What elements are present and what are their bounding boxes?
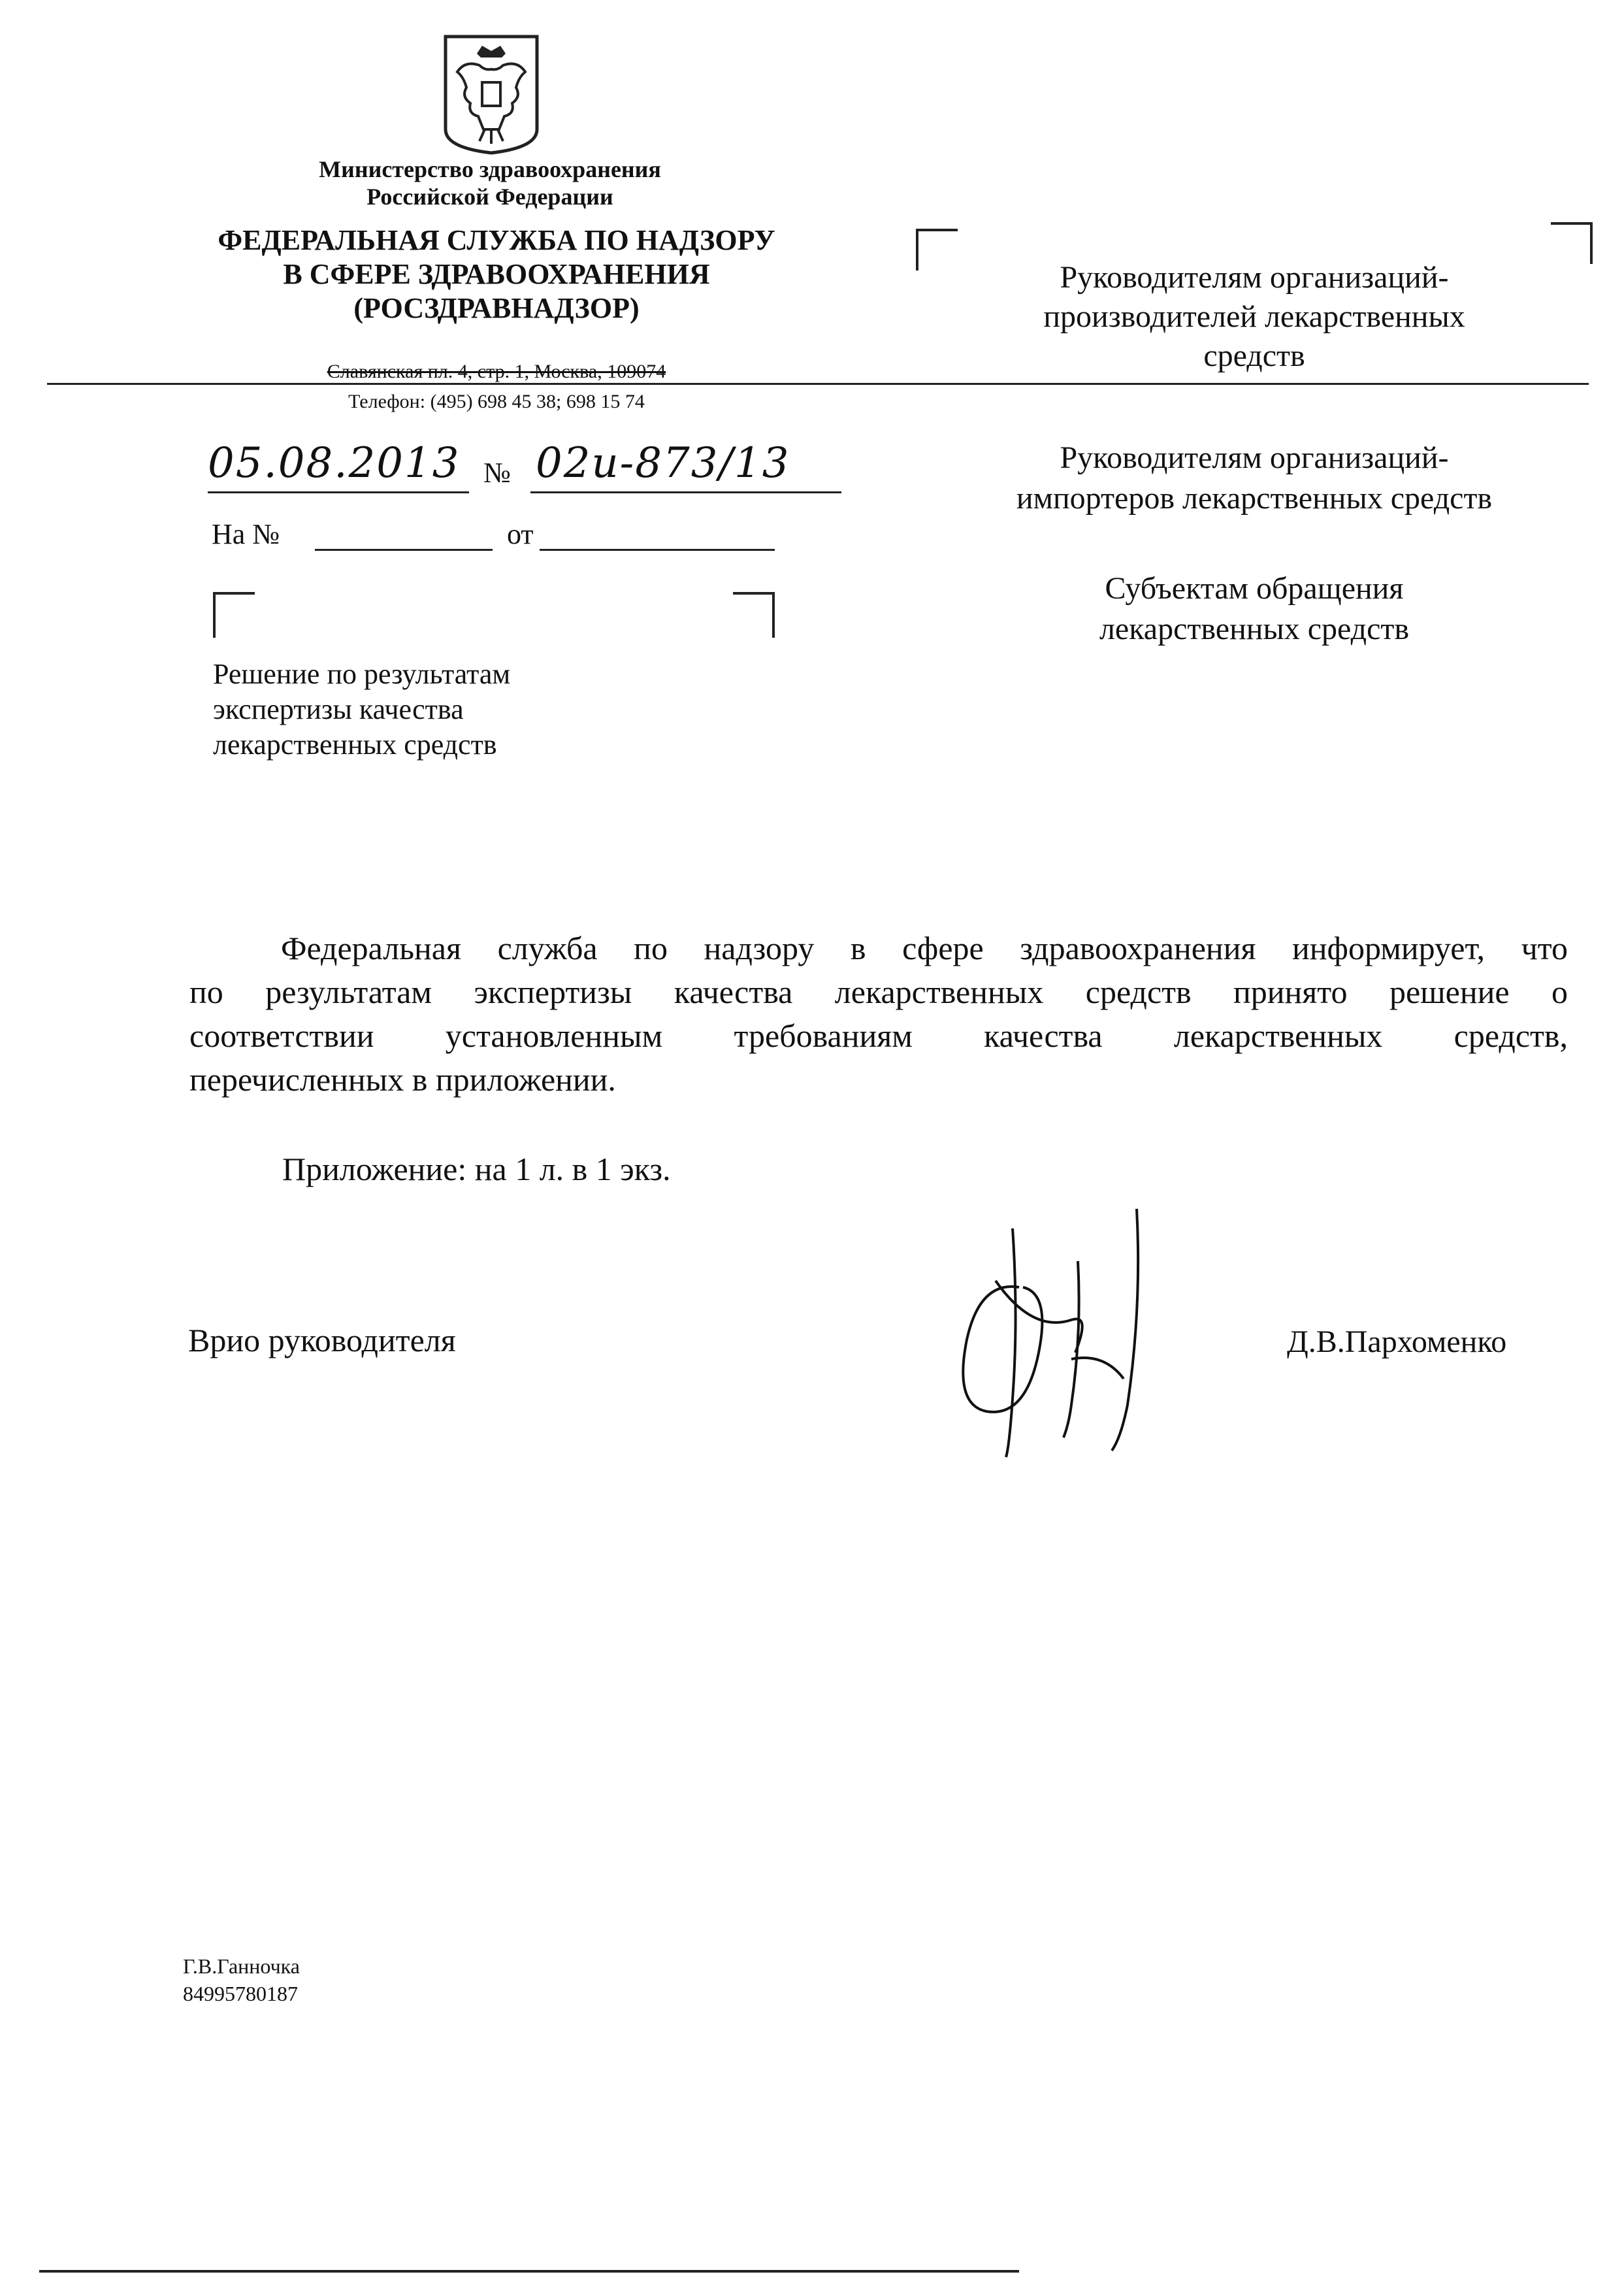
reg-number: 02и-873/13: [536, 439, 790, 487]
ministry-line-1: Министерство здравоохранения: [319, 156, 661, 182]
recipient-subjects: [941, 568, 1568, 649]
recipient-line: Руководителям организаций-: [1060, 260, 1449, 295]
signatory-name: Д.В.Пархоменко: [1287, 1324, 1507, 1359]
agency-line-2: В СФЕРЕ ЗДРАВООХРАНЕНИЯ: [283, 258, 710, 290]
agency-line-3: (РОСЗДРАВНАДЗОР): [353, 292, 640, 324]
coat-of-arms-icon: [439, 31, 544, 156]
body-text: [189, 927, 1568, 1102]
recipient-line: лекарственных средств: [1099, 612, 1410, 646]
agency-line-1: ФЕДЕРАЛЬНАЯ СЛУЖБА ПО НАДЗОРУ: [218, 224, 775, 256]
subject: [213, 657, 510, 763]
body-line-3: соответствии установленным требованиям качества лекарственных средств,: [189, 1017, 1568, 1054]
recipient-line: Руководителям организаций-: [1060, 440, 1449, 475]
agency-name: [183, 223, 810, 325]
ministry-name: [222, 156, 758, 210]
contact-phone: 84995780187: [183, 1982, 298, 2005]
reg-date: 05.08.2013: [208, 439, 461, 487]
scan-edge-line: [39, 2270, 1019, 2273]
signatory-position: Врио руководителя: [188, 1322, 456, 1358]
ref-from: от: [507, 518, 534, 550]
body-line-4: перечисленных в приложении.: [189, 1061, 616, 1098]
recipient-line: импортеров лекарственных средств: [1016, 481, 1493, 516]
subject-line-2: экспертизы качества: [213, 693, 464, 725]
body-line-2: по результатам экспертизы качества лекарственных средств принято решение о: [189, 974, 1568, 1010]
attachment-note: Приложение: на 1 л. в 1 экз.: [282, 1151, 671, 1187]
header-rule: [47, 383, 1589, 385]
ref-number-blank: [315, 549, 493, 551]
ministry-line-2: Российской Федерации: [366, 184, 613, 210]
contact-name: Г.В.Ганночка: [183, 1954, 300, 1978]
subject-corner-right: [733, 592, 775, 638]
reg-number-underline: [530, 491, 841, 493]
agency-address: Славянская пл. 4, стр. 1, Москва, 109074: [327, 361, 666, 382]
ref-prefix: На №: [212, 518, 280, 550]
body-line-1: Федеральная служба по надзору в сфере здравоохранения информирует, что: [281, 930, 1568, 966]
agency-phone: Телефон: (495) 698 45 38; 698 15 74: [348, 391, 645, 412]
recipient-line: производителей лекарственных: [1043, 299, 1465, 334]
reg-date-underline: [208, 491, 469, 493]
subject-line-3: лекарственных средств: [213, 729, 497, 761]
reg-number-sign: №: [483, 457, 511, 489]
subject-corner-left: [213, 592, 255, 638]
recipient-line: средств: [1203, 338, 1305, 373]
subject-line-1: Решение по результатам: [213, 658, 511, 690]
handwritten-signature: [941, 1189, 1163, 1464]
recipient-producers: [941, 258, 1568, 376]
recipient-line: Субъектам обращения: [1105, 571, 1404, 606]
recipient-importers: [941, 438, 1568, 519]
contact-info: [183, 1952, 300, 2007]
ref-date-blank: [540, 549, 775, 551]
